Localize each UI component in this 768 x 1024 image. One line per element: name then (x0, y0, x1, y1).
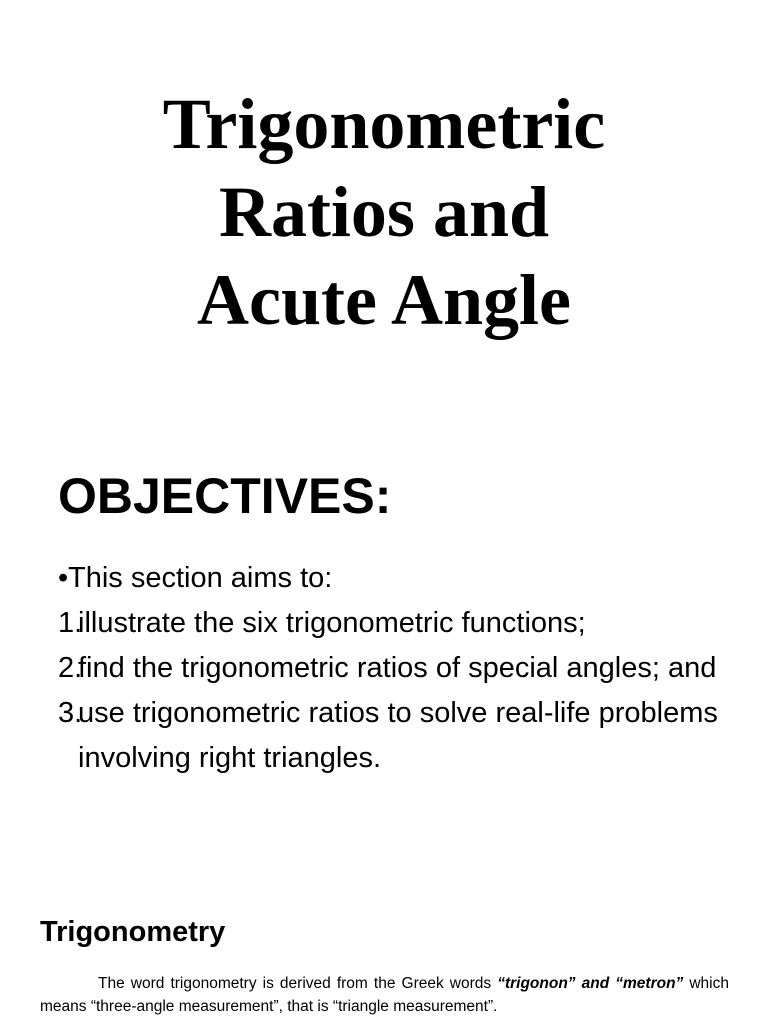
objective-item-2 (58, 646, 738, 691)
objective-text: find the trigonometric ratios of special angles; and (78, 652, 717, 684)
bullet-marker: • (58, 562, 69, 594)
page-title (0, 80, 768, 344)
paragraph-text-1: The word trigonometry is derived from the Greek words (98, 975, 498, 992)
objectives-list (58, 556, 738, 781)
title-line-1: Trigonometric (162, 84, 606, 164)
objective-text: use trigonometric ratios to solve real-life problems involving right triangles. (78, 697, 718, 774)
objective-item-1 (58, 601, 738, 646)
trigonometry-paragraph (40, 972, 729, 1018)
objective-number: 1. (58, 607, 83, 639)
title-line-3: Acute Angle (197, 260, 571, 340)
title-line-2: Ratios and (218, 172, 550, 252)
paragraph-text-2: which means “three-angle measurement”, that is “triangle measurement”. (40, 975, 729, 1015)
objectives-intro (58, 556, 738, 601)
objectives-intro-text: This section aims to: (68, 562, 333, 594)
objectives-heading: OBJECTIVES: (58, 468, 392, 524)
objective-number: 3. (58, 697, 83, 729)
greek-words-emphasis: “trigonon” and “metron” (497, 975, 684, 992)
trigonometry-heading: Trigonometry (40, 916, 226, 948)
objective-item-3 (58, 691, 738, 781)
objective-number: 2. (58, 652, 83, 684)
objective-text: illustrate the six trigonometric functions; (78, 607, 586, 639)
